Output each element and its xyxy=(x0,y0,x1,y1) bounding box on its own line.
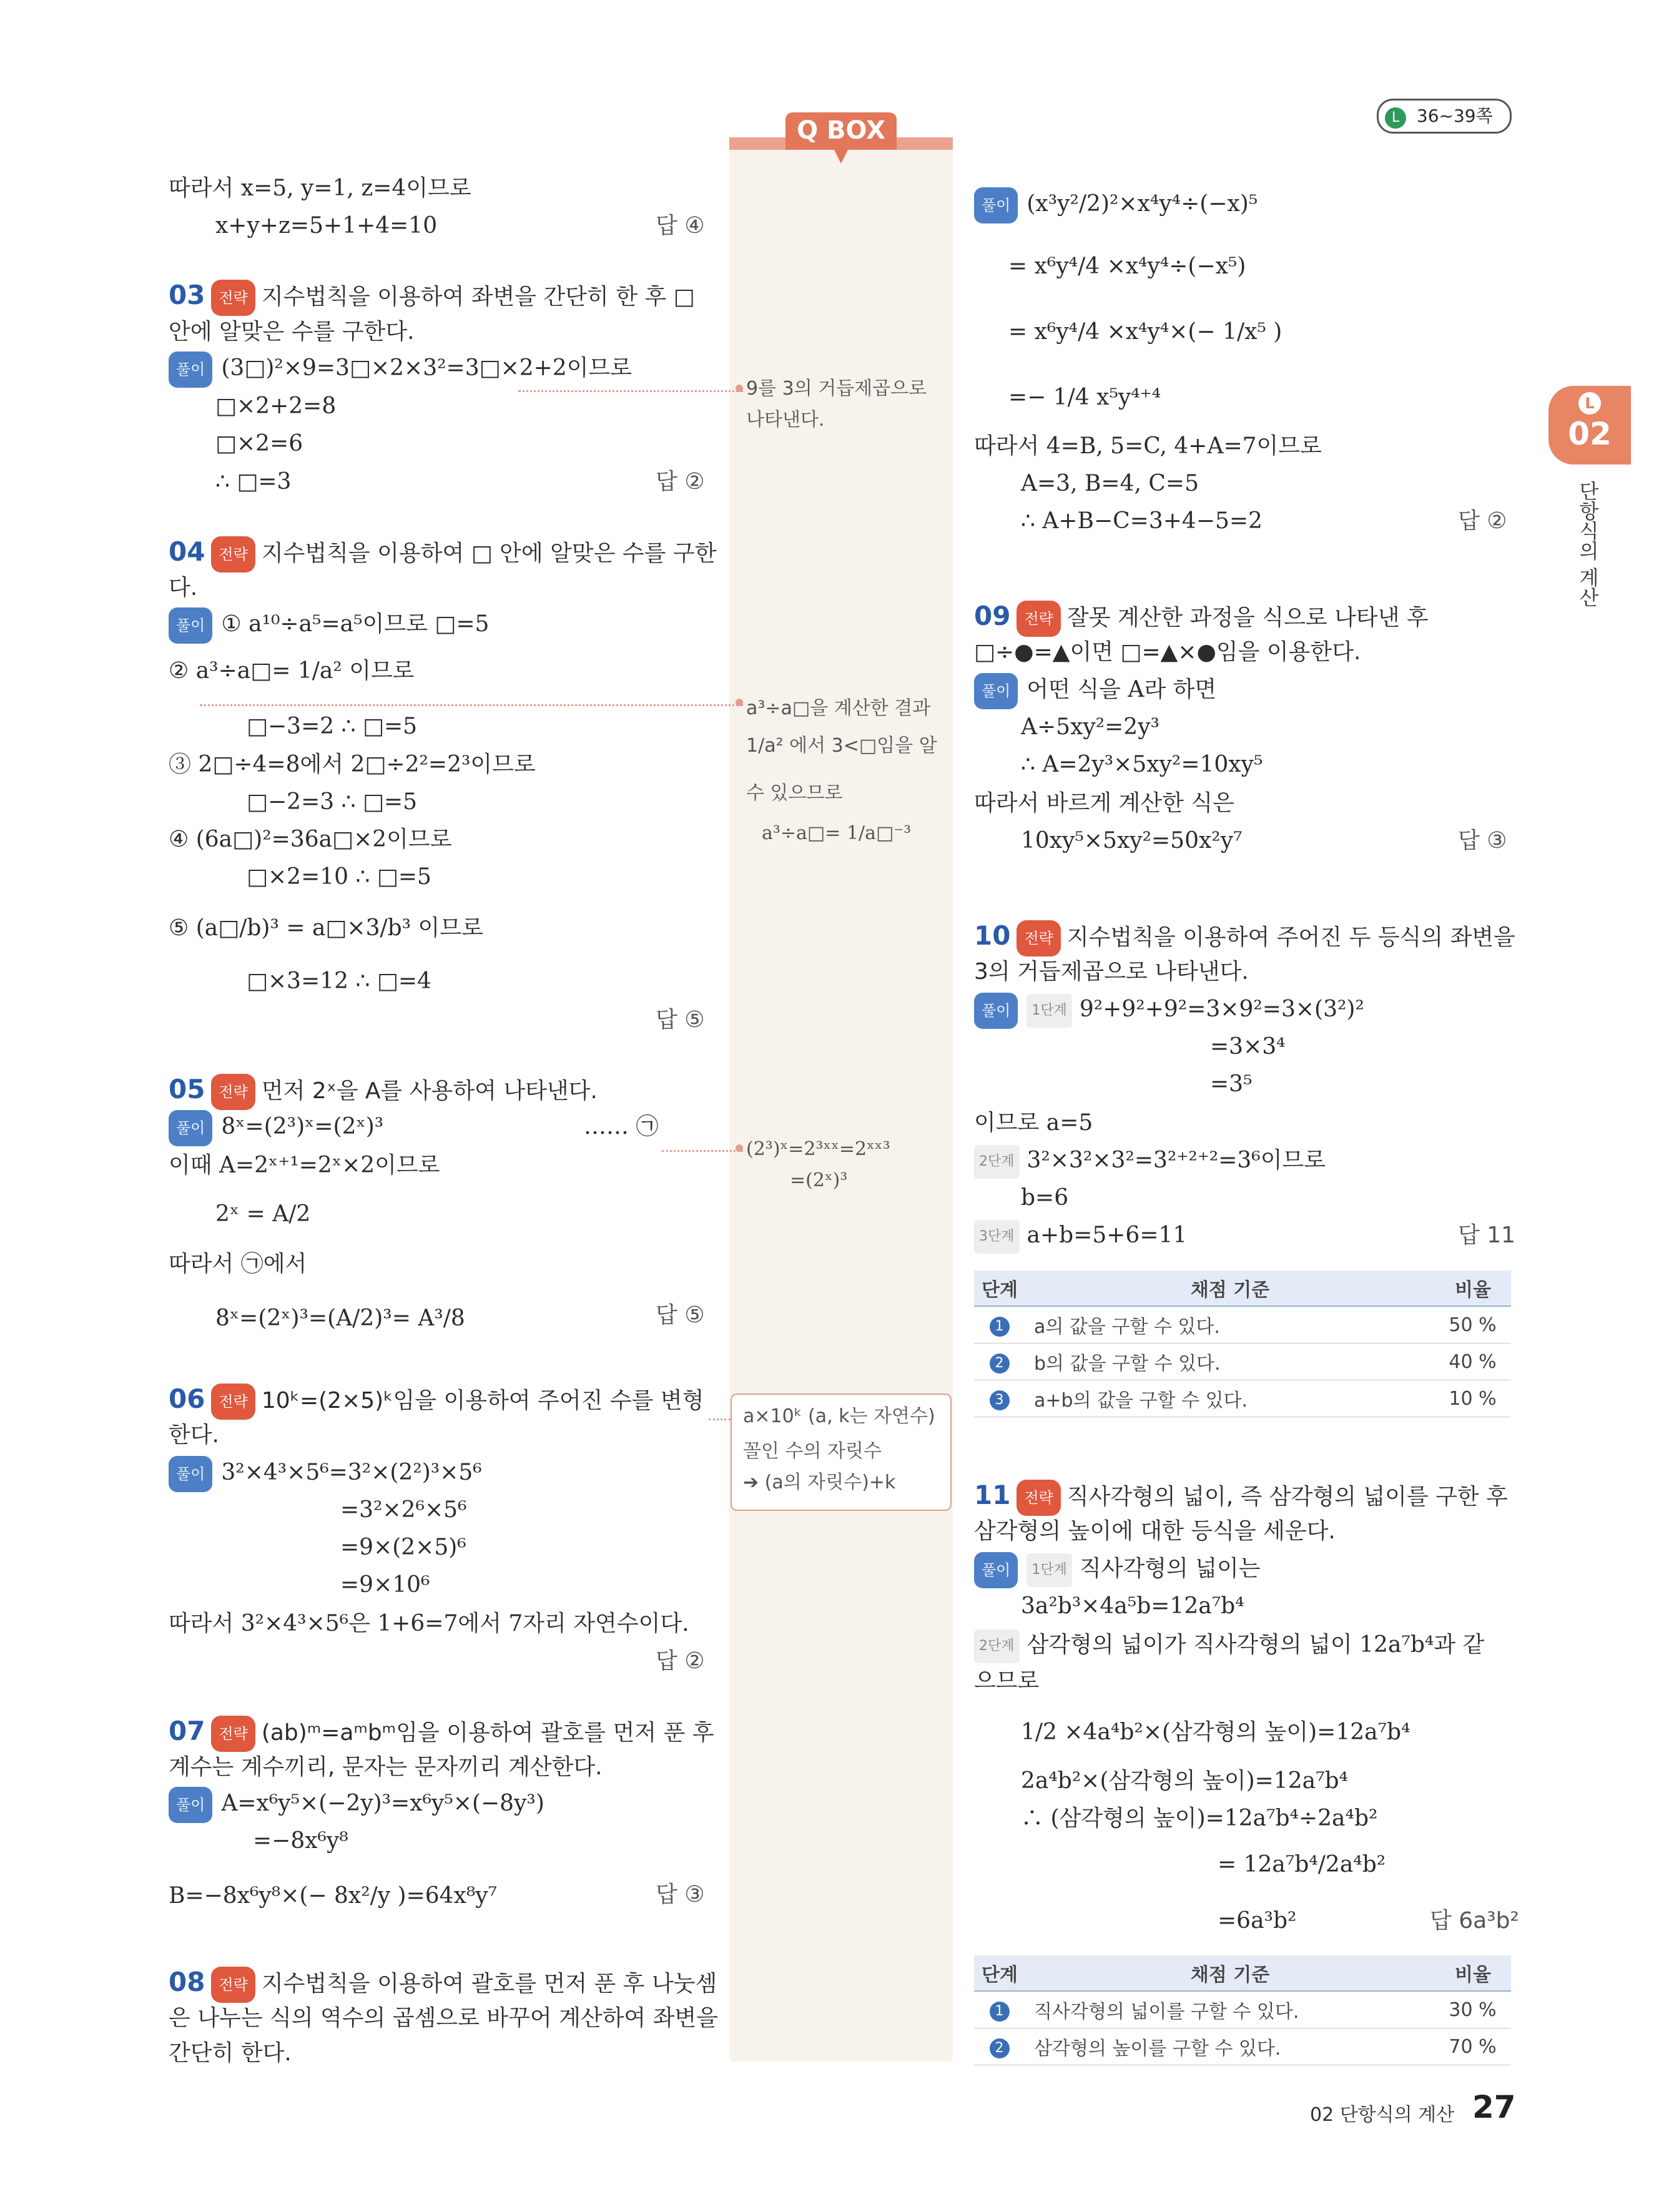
strategy-badge: 전략 xyxy=(1017,1480,1060,1516)
equation: □−2=3 ∴ □=5 xyxy=(247,789,418,815)
table-header: 비율 xyxy=(1435,1955,1511,1991)
problem-number: 05 xyxy=(169,1074,205,1104)
answer-mark: 답 ⑤ xyxy=(656,1007,705,1033)
problem-number: 04 xyxy=(169,536,205,567)
text-line: 따라서 3²×4³×5⁶은 1+6=7에서 7자리 자연수이다. xyxy=(169,1611,689,1636)
strategy-text: 간단히 한다. xyxy=(169,2040,292,2066)
answer-mark: 답 11 xyxy=(1458,1222,1516,1248)
strategy-text: 은 나누는 식의 역수의 곱셈으로 바꾸어 계산하여 좌변을 xyxy=(169,2005,718,2031)
strategy-text: (ab)ᵐ=aᵐbᵐ임을 이용하여 괄호를 먼저 푼 후 xyxy=(261,1720,714,1746)
strategy-text: 다. xyxy=(169,575,198,601)
text-line: 으므로 xyxy=(974,1668,1040,1694)
step-line xyxy=(974,1219,1187,1254)
solution-line xyxy=(169,351,632,388)
equation: =− 1/4 x⁵y⁴⁺⁴ xyxy=(1008,385,1161,410)
strategy-text: 한다. xyxy=(169,1422,219,1448)
problem-07-strategy xyxy=(169,1714,714,1752)
table-header: 비율 xyxy=(1435,1271,1511,1306)
solution-line xyxy=(169,607,489,644)
equation: a+b=5+6=11 xyxy=(1026,1222,1188,1248)
answer-mark: 답 ④ xyxy=(656,213,705,238)
equation: A÷5xy²=2y³ xyxy=(1021,714,1159,740)
strategy-badge: 전략 xyxy=(211,536,255,573)
equation: (x³y²/2)²×x⁴y⁴÷(−x)⁵ xyxy=(1026,191,1258,217)
equation: ∴ (삼각형의 높이)=12a⁷b⁴÷2a⁴b² xyxy=(1021,1806,1378,1831)
step-cell xyxy=(974,1306,1025,1344)
equation: 8ˣ=(2ˣ)³=(A/2)³= A³/8 xyxy=(215,1305,465,1331)
step-line xyxy=(974,1144,1326,1179)
chapter-tab-number: 02 xyxy=(1568,416,1612,452)
scoring-table-11 xyxy=(974,1955,1511,2065)
page-ref-badge xyxy=(1377,99,1512,134)
equation: ① a¹⁰÷a⁵=a⁵이므로 □=5 xyxy=(221,611,490,637)
strategy-badge: 전략 xyxy=(1017,601,1060,637)
table-row xyxy=(974,1306,1511,1344)
solution-badge: 풀이 xyxy=(974,673,1018,709)
strategy-text: 10ᵏ=(2×5)ᵏ임을 이용하여 주어진 수를 변형 xyxy=(261,1388,704,1413)
qbox-note: a×10ᵏ (a, k는 자연수) xyxy=(743,1405,935,1427)
equation: ③ 2□÷4=8에서 2□÷2²=2³이므로 xyxy=(169,752,536,777)
strategy-text: 지수법칙을 이용하여 □ 안에 알맞은 수를 구한 xyxy=(261,541,717,566)
equation: ⑤ (a□/b)³ = a□×3/b³ 이므로 xyxy=(169,915,483,941)
text-line: 이므로 a=5 xyxy=(974,1110,1093,1136)
qbox-note: 꼴인 수의 자릿수 xyxy=(743,1440,882,1462)
qbox-label: Q BOX xyxy=(797,116,885,145)
equation: □×2=6 xyxy=(215,431,303,456)
strategy-text: 먼저 2ˣ을 A를 사용하여 나타낸다. xyxy=(261,1078,598,1104)
leader-line xyxy=(200,704,743,706)
equation: □−3=2 ∴ □=5 xyxy=(247,714,418,739)
qbox-note: ➔ (a의 자릿수)+k xyxy=(743,1472,896,1493)
strategy-badge: 전략 xyxy=(211,1384,255,1420)
equation: =9×10⁶ xyxy=(340,1572,430,1598)
step-label: 3단계 xyxy=(974,1220,1020,1254)
strategy-text: 계수는 계수끼리, 문자는 문자끼리 계산한다. xyxy=(169,1754,603,1780)
leader-line xyxy=(518,390,743,392)
equation: = x⁶y⁴/4 ×x⁴y⁴×(− 1/x⁵ ) xyxy=(1008,319,1282,345)
qbox-note: 1/a² 에서 3<□임을 알 xyxy=(746,735,937,757)
answer-mark: 답 6a³b² xyxy=(1430,1908,1519,1934)
solution-badge: 풀이 xyxy=(974,993,1018,1029)
strategy-text: 지수법칙을 이용하여 좌변을 간단히 한 후 □ xyxy=(261,284,695,310)
text-line: 삼각형의 넓이가 직사각형의 넓이 12a⁷b⁴과 같 xyxy=(1026,1632,1485,1658)
equation: =3⁵ xyxy=(1210,1071,1253,1097)
scoring-table-10 xyxy=(974,1271,1511,1417)
answer-mark: 답 ② xyxy=(1458,508,1507,534)
equation: 2a⁴b²×(삼각형의 높이)=12a⁷b⁴ xyxy=(1021,1768,1348,1794)
leader-dot xyxy=(736,699,743,706)
ratio-cell: 50 % xyxy=(1435,1306,1511,1344)
equation: A=3, B=4, C=5 xyxy=(1021,471,1199,496)
equation: 3²×3²×3²=3²⁺²⁺²=3⁶이므로 xyxy=(1026,1148,1326,1173)
problem-04-strategy xyxy=(169,535,716,573)
equation: 3a²b³×4a⁵b=12a⁷b⁴ xyxy=(1021,1593,1244,1619)
chapter-tab-icon: L xyxy=(1578,392,1601,415)
step-line xyxy=(974,1628,1484,1663)
solution-badge: 풀이 xyxy=(169,1110,212,1146)
equation: 9²+9²+9²=3×9²=3×(3²)² xyxy=(1079,996,1364,1022)
qbox-note: 나타낸다. xyxy=(746,409,825,431)
strategy-text: 안에 알맞은 수를 구한다. xyxy=(169,319,415,345)
strategy-badge: 전략 xyxy=(211,1074,255,1110)
problem-11-strategy xyxy=(974,1478,1508,1516)
qbox-note: a³÷a□= 1/a□⁻³ xyxy=(762,822,912,844)
step-cell xyxy=(974,1344,1025,1380)
problem-03-strategy xyxy=(169,278,695,316)
problem-number: 03 xyxy=(169,280,205,310)
equation: b=6 xyxy=(1021,1185,1069,1211)
qbox-header xyxy=(729,112,953,157)
criteria-cell: a+b의 값을 구할 수 있다. xyxy=(1025,1380,1435,1417)
criteria-cell: 직사각형의 넓이를 구할 수 있다. xyxy=(1025,1991,1435,2028)
ratio-cell: 70 % xyxy=(1435,2028,1511,2065)
problem-number: 09 xyxy=(974,601,1011,631)
step-number: 3 xyxy=(990,1390,1010,1410)
solution-line xyxy=(169,1787,544,1823)
criteria-cell: b의 값을 구할 수 있다. xyxy=(1025,1344,1435,1380)
equation: 2ˣ = A/2 xyxy=(215,1201,311,1227)
equation: □×3=12 ∴ □=4 xyxy=(247,968,431,994)
solution-line xyxy=(169,1456,482,1492)
footer-chapter: 02 단항식의 계산 xyxy=(1310,2104,1455,2126)
page-ref-text: 36~39쪽 xyxy=(1416,106,1493,126)
equation: =6a³b² xyxy=(1218,1908,1297,1934)
solution-line xyxy=(974,187,1258,224)
criteria-cell: a의 값을 구할 수 있다. xyxy=(1025,1306,1435,1344)
equation-marker: …… ㉠ xyxy=(584,1114,659,1139)
leader-dot xyxy=(736,1144,743,1152)
strategy-text: 삼각형의 높이에 대한 등식을 세운다. xyxy=(974,1518,1336,1544)
problem-05-strategy xyxy=(169,1073,598,1110)
equation: 1/2 ×4a⁴b²×(삼각형의 높이)=12a⁷b⁴ xyxy=(1021,1719,1410,1745)
solution-badge: 풀이 xyxy=(169,351,212,388)
problem-number: 06 xyxy=(169,1384,205,1414)
qbox-note: 9를 3의 거듭제곱으로 xyxy=(746,378,927,400)
equation: ∴ □=3 xyxy=(215,469,292,494)
equation: □×2=10 ∴ □=5 xyxy=(247,864,431,890)
strategy-text: 3의 거듭제곱으로 나타낸다. xyxy=(974,959,1249,985)
qbox-note: a³÷a□을 계산한 결과 xyxy=(746,697,931,719)
ratio-cell: 10 % xyxy=(1435,1380,1511,1417)
table-row xyxy=(974,1344,1511,1380)
strategy-badge: 전략 xyxy=(211,1716,255,1752)
answer-mark: 답 ⑤ xyxy=(656,1302,705,1328)
step-number: 2 xyxy=(990,2038,1010,2058)
equation: =3×3⁴ xyxy=(1210,1034,1286,1059)
equation: ∴ A=2y³×5xy²=10xy⁵ xyxy=(1021,752,1263,777)
solution-badge: 풀이 xyxy=(169,607,212,644)
equation: A=x⁶y⁵×(−2y)³=x⁶y⁵×(−8y³) xyxy=(221,1791,544,1816)
step-label: 2단계 xyxy=(974,1145,1020,1179)
step-number: 1 xyxy=(990,2002,1010,2022)
solution-line xyxy=(169,1110,383,1146)
table-header: 채점 기준 xyxy=(1025,1271,1435,1306)
strategy-badge: 전략 xyxy=(211,1967,255,2003)
leader-line xyxy=(709,1418,731,1420)
equation: □×2+2=8 xyxy=(215,393,337,419)
equation: 10xy⁵×5xy²=50x²y⁷ xyxy=(1021,828,1243,853)
chapter-tab xyxy=(1548,386,1631,465)
table-header: 채점 기준 xyxy=(1025,1955,1435,1991)
solution-badge: 풀이 xyxy=(169,1456,212,1492)
problem-08-strategy xyxy=(169,1965,717,2003)
strategy-text: 직사각형의 넓이, 즉 삼각형의 넓이를 구한 후 xyxy=(1066,1484,1508,1510)
step-cell xyxy=(974,1380,1025,1417)
text-line: 직사각형의 넓이는 xyxy=(1079,1556,1261,1581)
answer-mark: 답 ③ xyxy=(656,1882,705,1907)
qbox-note: =(2ˣ)³ xyxy=(790,1169,848,1191)
equation: x+y+z=5+1+4=10 xyxy=(215,213,438,238)
equation: =3²×2⁶×5⁶ xyxy=(340,1497,467,1523)
leader-line xyxy=(662,1150,743,1152)
solution-badge: 풀이 xyxy=(974,187,1018,224)
equation: ∴ A+B−C=3+4−5=2 xyxy=(1021,508,1263,534)
equation: 3²×4³×5⁶=3²×(2²)³×5⁶ xyxy=(221,1460,482,1485)
equation: =9×(2×5)⁶ xyxy=(340,1535,466,1560)
qbox-note: (2³)ˣ=2³ˣˣ=2ˣˣ³ xyxy=(746,1138,890,1160)
text-line: 따라서 x=5, y=1, z=4이므로 xyxy=(169,175,471,201)
strategy-text: 잘못 계산한 과정을 식으로 나타낸 후 xyxy=(1066,605,1429,631)
equation: 이때 A=2ˣ⁺¹=2ˣ×2이므로 xyxy=(169,1153,440,1178)
table-header: 단계 xyxy=(974,1271,1025,1306)
strategy-badge: 전략 xyxy=(211,280,255,316)
qbox-note: 수 있으므로 xyxy=(746,782,843,804)
solution-badge: 풀이 xyxy=(974,1552,1018,1588)
answer-mark: 답 ② xyxy=(656,1648,705,1674)
table-row xyxy=(974,1991,1511,2028)
ratio-cell: 40 % xyxy=(1435,1344,1511,1380)
step-label: 1단계 xyxy=(1026,1553,1072,1587)
text-line: 따라서 4=B, 5=C, 4+A=7이므로 xyxy=(974,433,1322,459)
page-number: 27 xyxy=(1472,2089,1516,2125)
strategy-text: □÷●=▲이면 □=▲×●임을 이용한다. xyxy=(974,639,1361,665)
ratio-cell: 30 % xyxy=(1435,1991,1511,2028)
ref-icon: L xyxy=(1385,107,1406,129)
equation: (3□)²×9=3□×2×3²=3□×2+2이므로 xyxy=(221,355,633,381)
text-line: 따라서 ㉠에서 xyxy=(169,1251,307,1277)
step-label: 2단계 xyxy=(974,1630,1020,1663)
solution-line xyxy=(974,993,1364,1029)
solution-line xyxy=(974,1552,1261,1588)
table-row xyxy=(974,1380,1511,1417)
solution-line xyxy=(974,673,1216,709)
problem-number: 08 xyxy=(169,1967,205,1997)
leader-dot xyxy=(736,385,743,392)
strategy-text: 지수법칙을 이용하여 주어진 두 등식의 좌변을 xyxy=(1066,925,1515,950)
problem-09-strategy xyxy=(974,599,1429,637)
answer-mark: 답 ③ xyxy=(1458,828,1507,853)
problem-10-strategy xyxy=(974,919,1515,956)
table-row xyxy=(974,2028,1511,2065)
step-label: 1단계 xyxy=(1026,994,1072,1028)
equation: ④ (6a□)²=36a□×2이므로 xyxy=(169,827,452,852)
problem-number: 10 xyxy=(974,920,1011,951)
problem-06-strategy xyxy=(169,1382,704,1420)
problem-number: 11 xyxy=(974,1480,1011,1510)
criteria-cell: 삼각형의 높이를 구할 수 있다. xyxy=(1025,2028,1435,2065)
equation: B=−8x⁶y⁸×(− 8x²/y )=64x⁸y⁷ xyxy=(169,1883,498,1909)
equation: = 12a⁷b⁴/2a⁴b² xyxy=(1218,1852,1386,1877)
answer-mark: 답 ② xyxy=(656,469,705,494)
equation: 8ˣ=(2³)ˣ=(2ˣ)³ xyxy=(221,1114,384,1139)
text-line: 따라서 바르게 계산한 식은 xyxy=(974,790,1234,816)
strategy-text: 지수법칙을 이용하여 괄호를 먼저 푼 후 나눗셈 xyxy=(261,1971,717,1997)
step-cell xyxy=(974,1991,1025,2028)
equation: =−8x⁶y⁸ xyxy=(253,1828,348,1854)
step-number: 1 xyxy=(990,1317,1010,1337)
equation: = x⁶y⁴/4 ×x⁴y⁴÷(−x⁵) xyxy=(1008,253,1246,279)
table-header: 단계 xyxy=(974,1955,1025,1991)
solution-badge: 풀이 xyxy=(169,1787,212,1823)
equation: ② a³÷a□= 1/a² 이므로 xyxy=(169,658,415,684)
step-cell xyxy=(974,2028,1025,2065)
chapter-tab-title: 단항식의 계산 xyxy=(1576,481,1600,607)
strategy-badge: 전략 xyxy=(1017,920,1060,956)
text-line: 어떤 식을 A라 하면 xyxy=(1026,677,1217,702)
step-number: 2 xyxy=(990,1354,1010,1374)
problem-number: 07 xyxy=(169,1716,205,1746)
